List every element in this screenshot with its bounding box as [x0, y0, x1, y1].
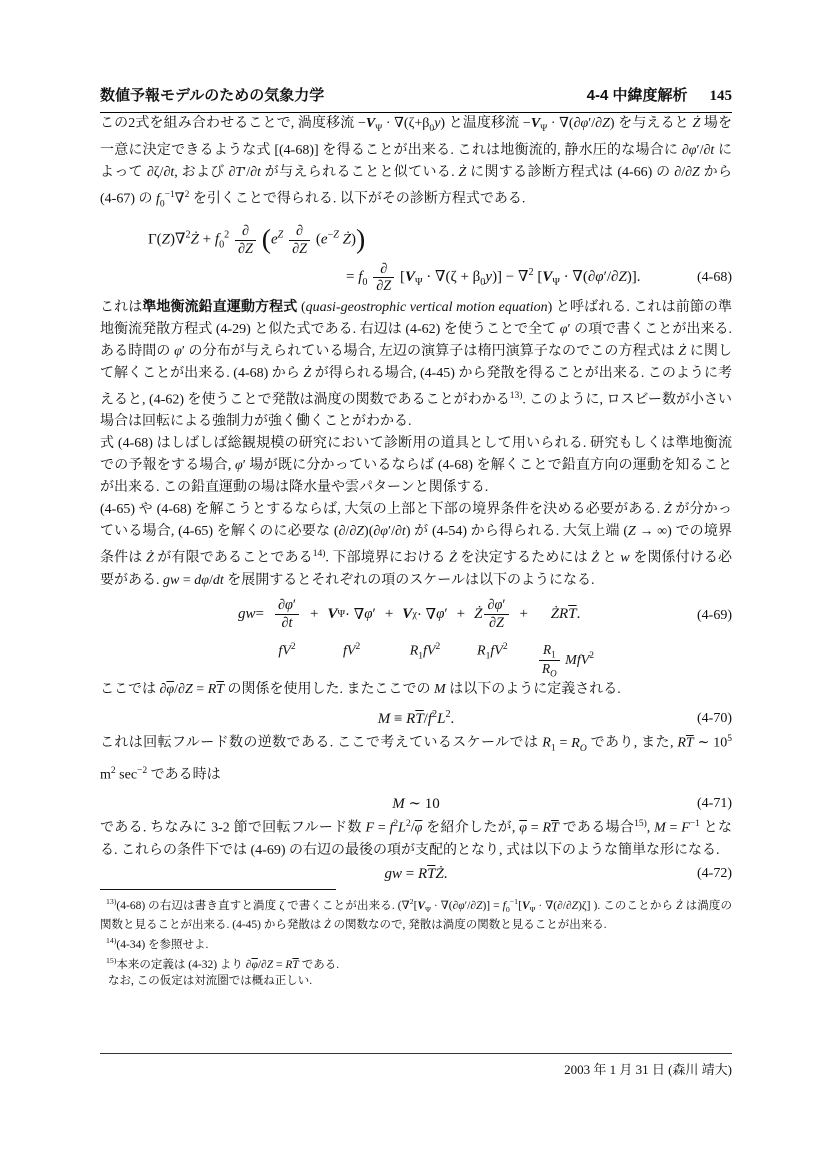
term-scale: $fV^2$ [278, 642, 296, 659]
equation-number-4-68: (4-68) [697, 269, 732, 285]
equation-4-70 [100, 709, 732, 728]
equation-4-71-body: M ∼ 10 [392, 796, 440, 813]
page-footer [100, 1053, 732, 1078]
term-expr: Ż R $\overline{T}$ . [550, 605, 581, 622]
term-scale: $R_1fV^2$ [409, 642, 441, 662]
equation-4-69-term-4 [474, 596, 510, 679]
plus-sign: + [456, 605, 466, 622]
equation-4-69-lhs-expr: gw = [237, 605, 264, 622]
equation-4-72-body: gw = $R\overline{T}Ż$. [384, 865, 448, 882]
term-scale: $fV^2$ [343, 642, 361, 659]
footnote-15: $^{15)}$本来の定義は (4-32) より $\partial\overline{\varphi}/\partial Z = R\overline{T}$ である. [106, 956, 340, 972]
footnotes [100, 889, 732, 989]
equation-4-69-term-1 [273, 596, 301, 679]
equation-4-68-line-2 [346, 261, 732, 295]
footer-date-author: 2003 年 1 月 31 日 (森川 靖大) [564, 1062, 732, 1077]
term-expr: V Ψ · ∇ φ ′ [327, 605, 376, 623]
paragraph-6: これは回転フルード数の逆数である. ここで考えているスケールでは $R_1 = R_O$ であり, また, $R\overline{T}$ ∼ $10^5$ $m^2$ $\sec^{-2}$ である時は [100, 734, 733, 783]
paragraph-2: これは準地衡流鉛直運動方程式 (quasi-geostrophic vertical motion equation) と呼ばれる. これは前節の準地衡流発散方程式 (4-29) と似た式である. 右辺は (4-62) を使うことで全て φ′ の項で書くことが出来る. ある時間の φ′ の分布が与えられている場合, 左辺の演算子は楕円演算子なのでこの方程式は Ż に関して解くことが出来る. (4-68) から Ż が得られる場合, (4-45) から発散を得ることが出来る. このように考えると, (4-62) を使うことで発散は渦度の関数であることがわかる$^{13)}$. このように, ロスビー数が小さい場合は回転による強制力が強く働くことがわかる. [100, 297, 733, 430]
footnote-14: $^{14)}$(4-34) を参照せよ. [106, 936, 209, 951]
term-scale: $\frac{R_1}{R_O}$ MfV$^2$ [537, 642, 594, 679]
equation-4-72 [100, 866, 732, 883]
term-expr: V χ · ∇ φ ′ [402, 605, 448, 623]
equation-4-71 [100, 794, 732, 813]
equation-4-69 [100, 596, 732, 679]
footnote-separator-rule [100, 889, 336, 890]
paragraph-4: (4-65) や (4-68) を解こうとするならば, 大気の上部と下部の境界条件を決める必要がある. Ż が分かっている場合, (4-65) を解くのに必要な (∂/∂Z)(∂φ′/∂t) が (4-54) から得られる. 大気上端 (Z → ∞) での境界条件は Ż が有限であることである$^{14)}$. 下部境界における Ż を決定するためには Ż と w を関係付ける必要がある. gw = dφ/dt を展開するとそれぞれの項のスケールは以下のようになる. [100, 502, 733, 589]
footnote-13: $^{13)}$(4-68) の右辺は書き直すと渦度 ζ で書くことが出来る. ($\nabla^2[V_\Psi \cdot \nabla(\partial\varphi'/\partial Z)] = f_0^{-1}[V_\Psi \cdot \nabla(\partial/\partial Z)\zeta]$ ). このことから Ż は渦度の関数と見ることが出来る. (4-45) から発散は Ż の関数なので, 発散は渦度の関数と見ることが出来る. [100, 896, 733, 931]
equation-4-68-line-2-body: = $f_0$ $\frac{\partial}{\partial Z}$ $[V_\Psi \cdot \nabla(\zeta + \beta_0y)] - \nabla^2$ $[V_\Psi \cdot \nabla(\partial\varphi'/\partial Z)]$. [346, 261, 641, 295]
equation-4-69-term-3 [402, 596, 447, 679]
plus-sign: + [310, 605, 319, 622]
equation-4-68-line-1: Γ(Z)∇$^2$Ż + $f_0^2$ $\frac{\partial}{\partial Z}$ ($e^Z$ $\frac{\partial}{\partial Z}$ ($e^{-Z}$ Ż)) [148, 223, 366, 257]
term-expr: $\frac{\partial\varphi'}{\partial t}$ [273, 596, 301, 632]
equation-number-4-70: (4-70) [697, 710, 732, 726]
paragraph-1: この2式を組み合わせることで, 渦度移流 $-V_\Psi \cdot \nabla(\zeta+\beta_0y)$ と温度移流 $-V_\Psi \cdot \nabla(\partial\varphi'/\partial Z)$ を与えると Ż 場を一意に決定できるような式 [(4-68)] を得ることが出来る. これは地衡流的, 静水圧的な場合に ∂φ′/∂t によって ∂ζ/∂t, および ∂T′/∂t が与えられることと似ている. Ż に関する診断方程式は (4-66) の ∂/∂Z から (4-67) の $f_0^{-1}\nabla^2$ を引くことで得られる. 以下がその診断方程式である. [100, 116, 733, 210]
equation-number-4-72: (4-72) [697, 866, 732, 882]
plus-sign: + [519, 605, 528, 622]
equation-4-69-term-2 [327, 596, 375, 679]
section-title: 4-4 中緯度解析 [586, 87, 688, 104]
header-right [587, 84, 732, 105]
page-number: 145 [709, 88, 732, 104]
paragraph-3: 式 (4-68) はしばしば総観規模の研究において診断用の道具として用いられる. 研究もしくは準地衡流での予報をする場合, φ′ 場が既に分かっているならば (4-68) を解くことで鉛直方向の運動を知ることが出来る. この鉛直運動の場は降水量や雲パターンと関係する. [100, 436, 732, 496]
term-scale: $R_1fV^2$ [477, 642, 508, 662]
page-content [100, 84, 732, 989]
paragraph-5: ここでは $\partial\overline{\varphi}/\partial Z = R\overline{T}$ の関係を使用した. またここでの M は以下のように定義される. [100, 682, 621, 698]
equation-4-69-lhs [238, 596, 264, 679]
equation-4-69-term-5 [537, 596, 594, 679]
equation-number-4-71: (4-71) [697, 795, 732, 811]
term-expr: Ż $\frac{\partial\varphi'}{\partial Z}$ [474, 596, 510, 632]
equation-4-70-body: $M \equiv R\overline{T}/f^2L^2$. [377, 709, 455, 728]
equation-number-4-69: (4-69) [697, 608, 732, 624]
plus-sign: + [384, 605, 394, 622]
page-header [100, 84, 732, 113]
book-title: 数値予報モデルのための気象力学 [100, 87, 325, 104]
footnote-15-note: なお, この仮定は対流圏では概ね正しい. [108, 974, 313, 987]
paragraph-7: である. ちなみに 3-2 節で回転フルード数 $F = f^2L^2/\overline{\varphi}$ を紹介したが, $\overline{\varphi} = R\overline{T}$ である場合$^{15)}$, $M = F^{-1}$ となる. これらの条件下では (4-69) の右辺の最後の項が支配的となり, 式は以下のような簡単な形になる. [100, 819, 732, 858]
equation-4-68 [100, 223, 732, 295]
